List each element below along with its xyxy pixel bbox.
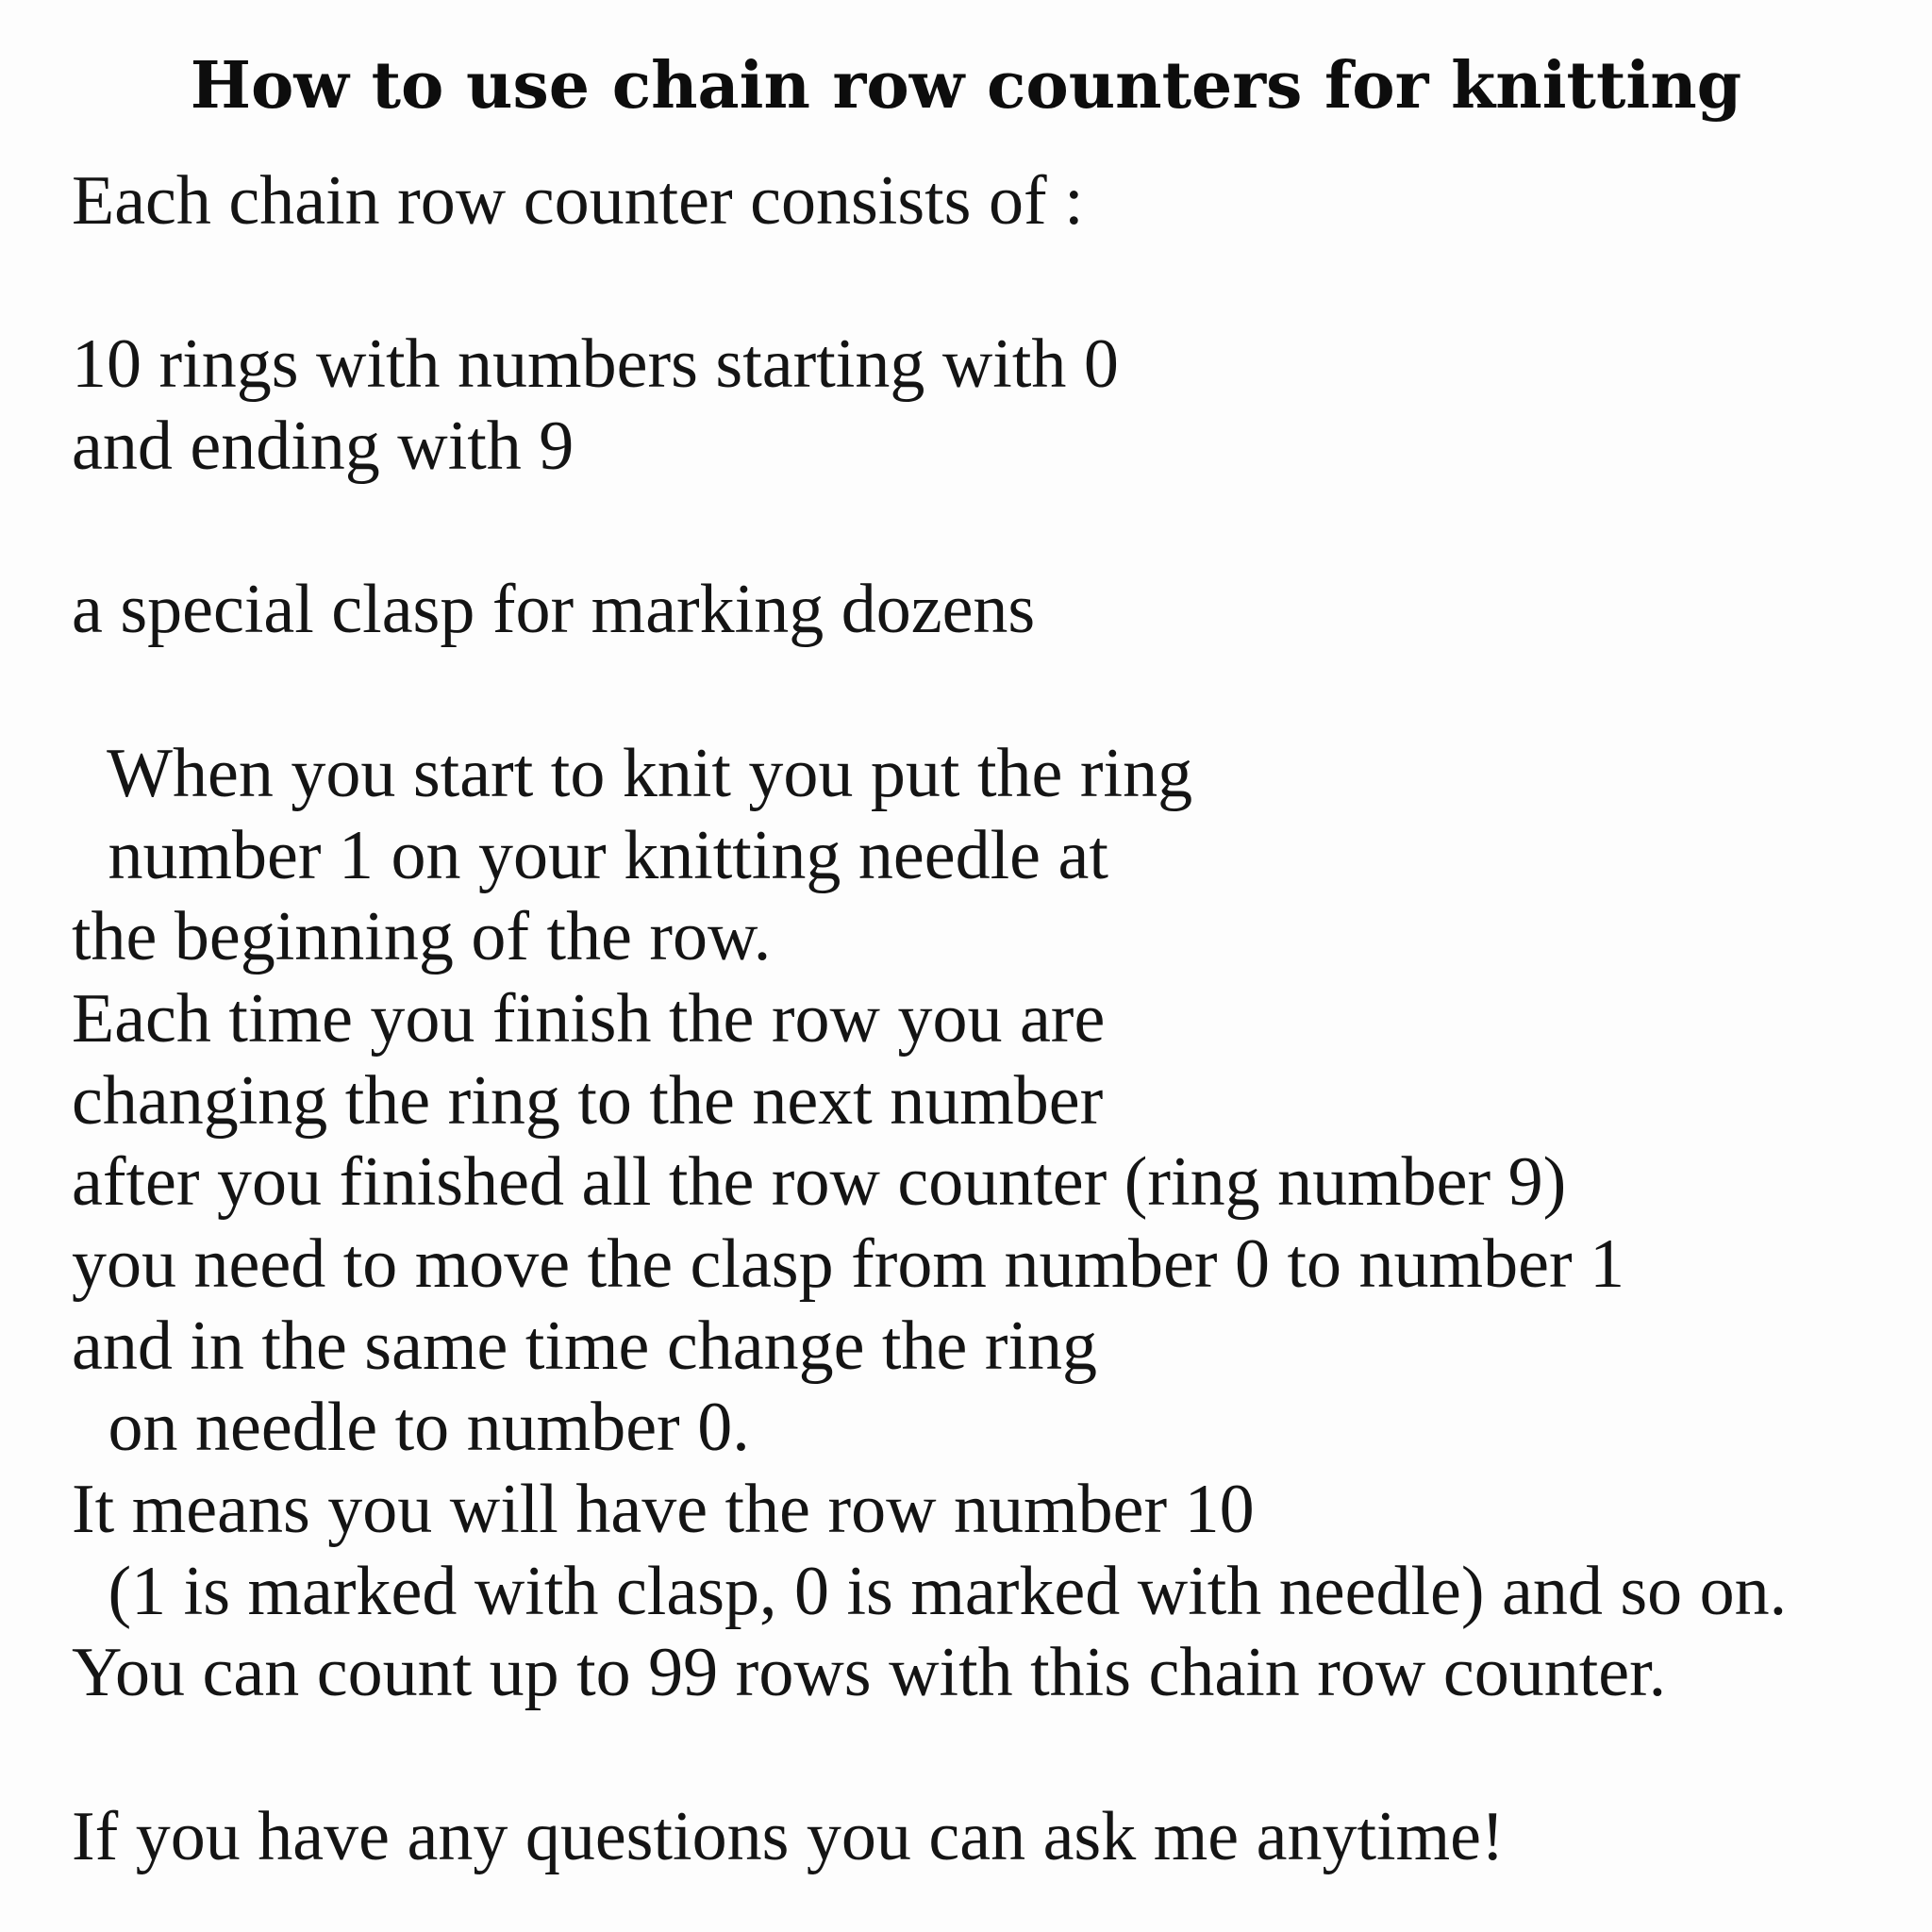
text-line-marked-with: (1 is marked with clasp, 0 is marked with needle) and so on. [91,1552,1788,1630]
text-line-each-time: Each time you finish the row you are [72,979,1106,1058]
blank-line [72,488,1902,570]
blank-line [72,242,1902,325]
text-line-questions: If you have any questions you can ask me anytime! [72,1797,1505,1875]
text-line-count-up-to: You can count up to 99 rows with this chain row counter. [72,1634,1667,1712]
text-line-move-clasp: you need to move the clasp from number 0 to number 1 [72,1224,1625,1303]
instruction-body [72,160,1902,1877]
text-line-same-time: and in the same time change the ring [72,1307,1098,1385]
text-line-row-number-ten: It means you will have the row number 10 [72,1471,1255,1548]
text-line-beginning-of-row: the beginning of the row. [72,898,772,976]
text-line-start-to-knit: When you start to knit you put the ring [91,734,1193,812]
blank-line [72,1714,1902,1796]
blank-line [72,651,1902,733]
text-line-after-finished: after you finished all the row counter (ring number 9) [72,1143,1567,1222]
text-line-consists-of: Each chain row counter consists of : [72,162,1084,240]
text-line-changing-ring: changing the ring to the next number [72,1061,1104,1140]
text-line-ending-with-nine: and ending with 9 [72,408,575,486]
text-line-number-one-needle: number 1 on your knitting needle at [91,816,1108,894]
text-line-needle-to-zero: on needle to number 0. [91,1389,750,1467]
text-line-special-clasp: a special clasp for marking dozens [72,571,1036,649]
page-title: How to use chain row counters for knitting [190,48,1742,124]
text-line-ten-rings: 10 rings with numbers starting with 0 [72,325,1119,404]
